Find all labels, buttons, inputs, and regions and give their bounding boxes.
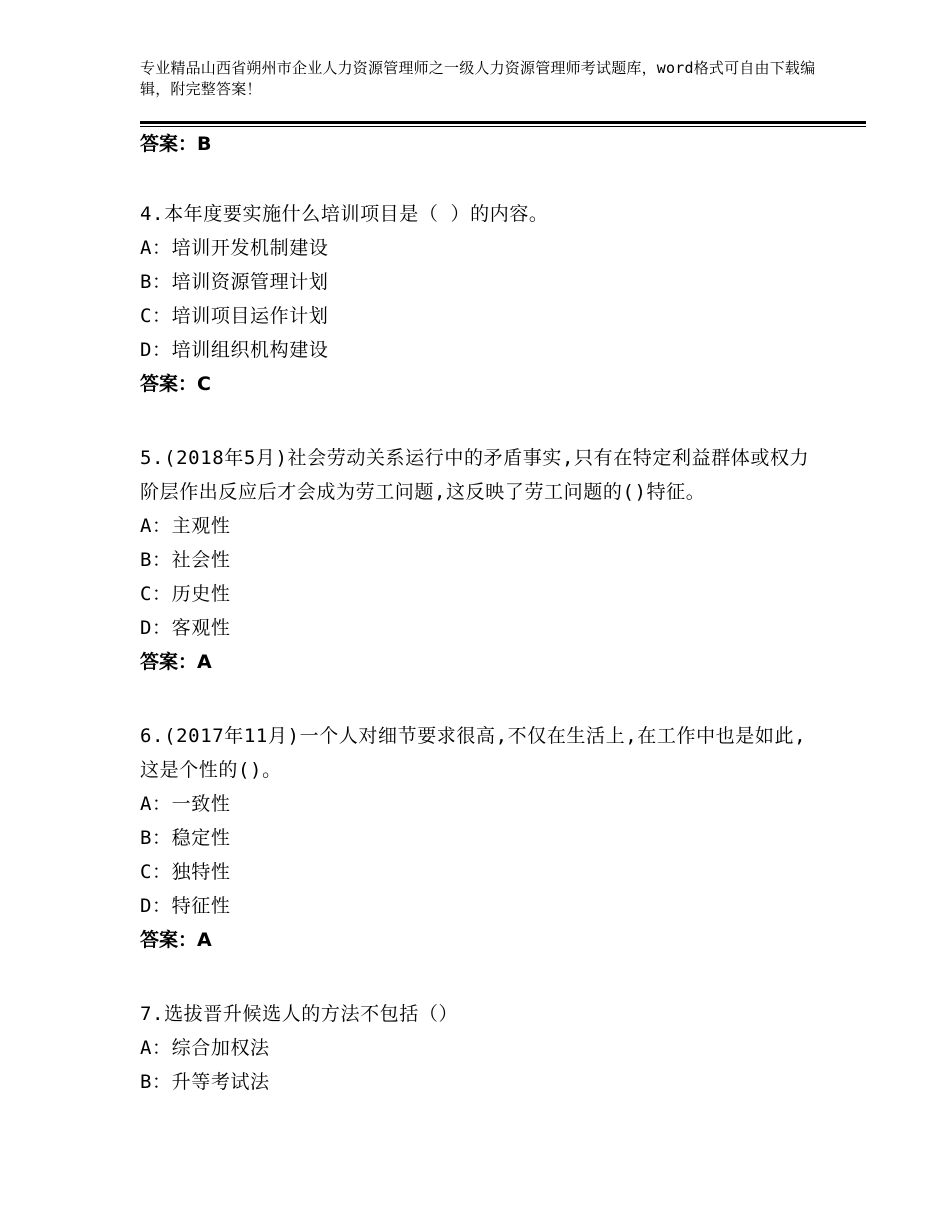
- question-list: [140, 130, 820, 1099]
- question-answer: 答案：C: [140, 373, 211, 395]
- option-a: A：主观性: [140, 515, 231, 537]
- question-4: [140, 197, 820, 401]
- option-b: B：升等考试法: [140, 1071, 270, 1093]
- option-b: B：培训资源管理计划: [140, 271, 329, 293]
- option-d: D：培训组织机构建设: [140, 339, 329, 361]
- question-6: [140, 719, 820, 957]
- question-stem: 4.本年度要实施什么培训项目是（ ）的内容。: [140, 203, 549, 225]
- header-rule-thin: [140, 126, 866, 127]
- option-b: B：社会性: [140, 549, 231, 571]
- question-answer: 答案：A: [140, 929, 212, 951]
- option-a: A：综合加权法: [140, 1037, 270, 1059]
- question-5: [140, 441, 820, 679]
- question-7: [140, 997, 820, 1099]
- option-d: D：特征性: [140, 895, 231, 917]
- question-answer: 答案：A: [140, 651, 212, 673]
- header-rule-thick: [140, 121, 866, 124]
- option-d: D：客观性: [140, 617, 231, 639]
- question-stem: 5.(2018年5月)社会劳动关系运行中的矛盾事实,只有在特定利益群体或权力阶层作出反应后才会成为劳工问题,这反映了劳工问题的()特征。: [140, 447, 810, 503]
- option-c: C：独特性: [140, 861, 231, 883]
- option-a: A：一致性: [140, 793, 231, 815]
- option-c: C：历史性: [140, 583, 231, 605]
- option-a: A：培训开发机制建设: [140, 237, 329, 259]
- option-c: C：培训项目运作计划: [140, 305, 329, 327]
- page-header: 专业精品山西省朔州市企业人力资源管理师之一级人力资源管理师考试题库，word格式可自由下载编辑，附完整答案！: [140, 59, 816, 98]
- question-stem: 6.(2017年11月)一个人对细节要求很高,不仅在生活上,在工作中也是如此,这是个性的()。: [140, 725, 807, 781]
- question-stem: 7.选拔晋升候选人的方法不包括（）: [140, 1003, 459, 1025]
- previous-answer: 答案：B: [140, 133, 212, 155]
- option-b: B：稳定性: [140, 827, 231, 849]
